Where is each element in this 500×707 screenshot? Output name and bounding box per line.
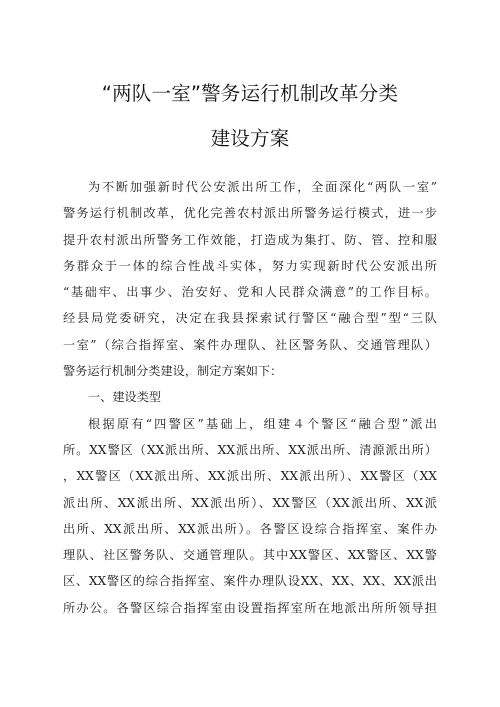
body-line: 为不断加强新时代公安派出所工作，全面深化“两队一室” [88, 180, 437, 194]
body-line: 区、XX警区的综合指挥室、案件办理队设XX、XX、XX、XX派出 [63, 574, 437, 589]
section-heading: 一、建设类型 [88, 390, 162, 405]
body-line: 提升农村派出所警务工作效能，打造成为集打、防、管、控和服 [63, 232, 437, 247]
body-line: 务群众于一体的综合性战斗实体，努力实现新时代公安派出所 [63, 258, 437, 273]
body-line: 派出所、XX派出所、XX派出所）、XX警区（XX派出所、XX派 [63, 495, 437, 510]
body-line: 理队、社区警务队、交通管理队。其中XX警区、XX警区、XX警 [63, 548, 437, 563]
body-line: 警务运行机制改革，优化完善农村派出所警务运行模式，进一步 [63, 206, 437, 221]
body-line: 出所、XX派出所、XX派出所）。各警区设综合指挥室、案件办 [63, 521, 437, 536]
body-line: 经县局党委研究，决定在我县探索试行警区“融合型”型“三队 [63, 311, 437, 326]
body-line: “基础牢、出事少、治安好、党和人民群众满意”的工作目标。 [63, 285, 437, 300]
body-line: 根据原有“四警区”基础上，组建４个警区“融合型”派出 [88, 416, 437, 431]
body-line: 一室”（综合指挥室、案件办理队、社区警务队、交通管理队） [63, 337, 437, 352]
body-line: 所。XX警区（XX派出所、XX派出所、XX派出所、清源派出所） [63, 442, 437, 457]
document-title-line-1: “两队一室”警务运行机制改革分类 [101, 82, 399, 105]
body-line: 所办公。各警区综合指挥室由设置指挥室所在地派出所所领导担 [63, 600, 437, 615]
body-line: ，XX警区（XX派出所、XX派出所、XX派出所）、XX警区（XX [63, 469, 437, 484]
document-title-line-2: 建设方案 [210, 127, 290, 150]
body-line: 警务运行机制分类建设，制定方案如下： [63, 364, 283, 379]
document-body [63, 174, 437, 621]
